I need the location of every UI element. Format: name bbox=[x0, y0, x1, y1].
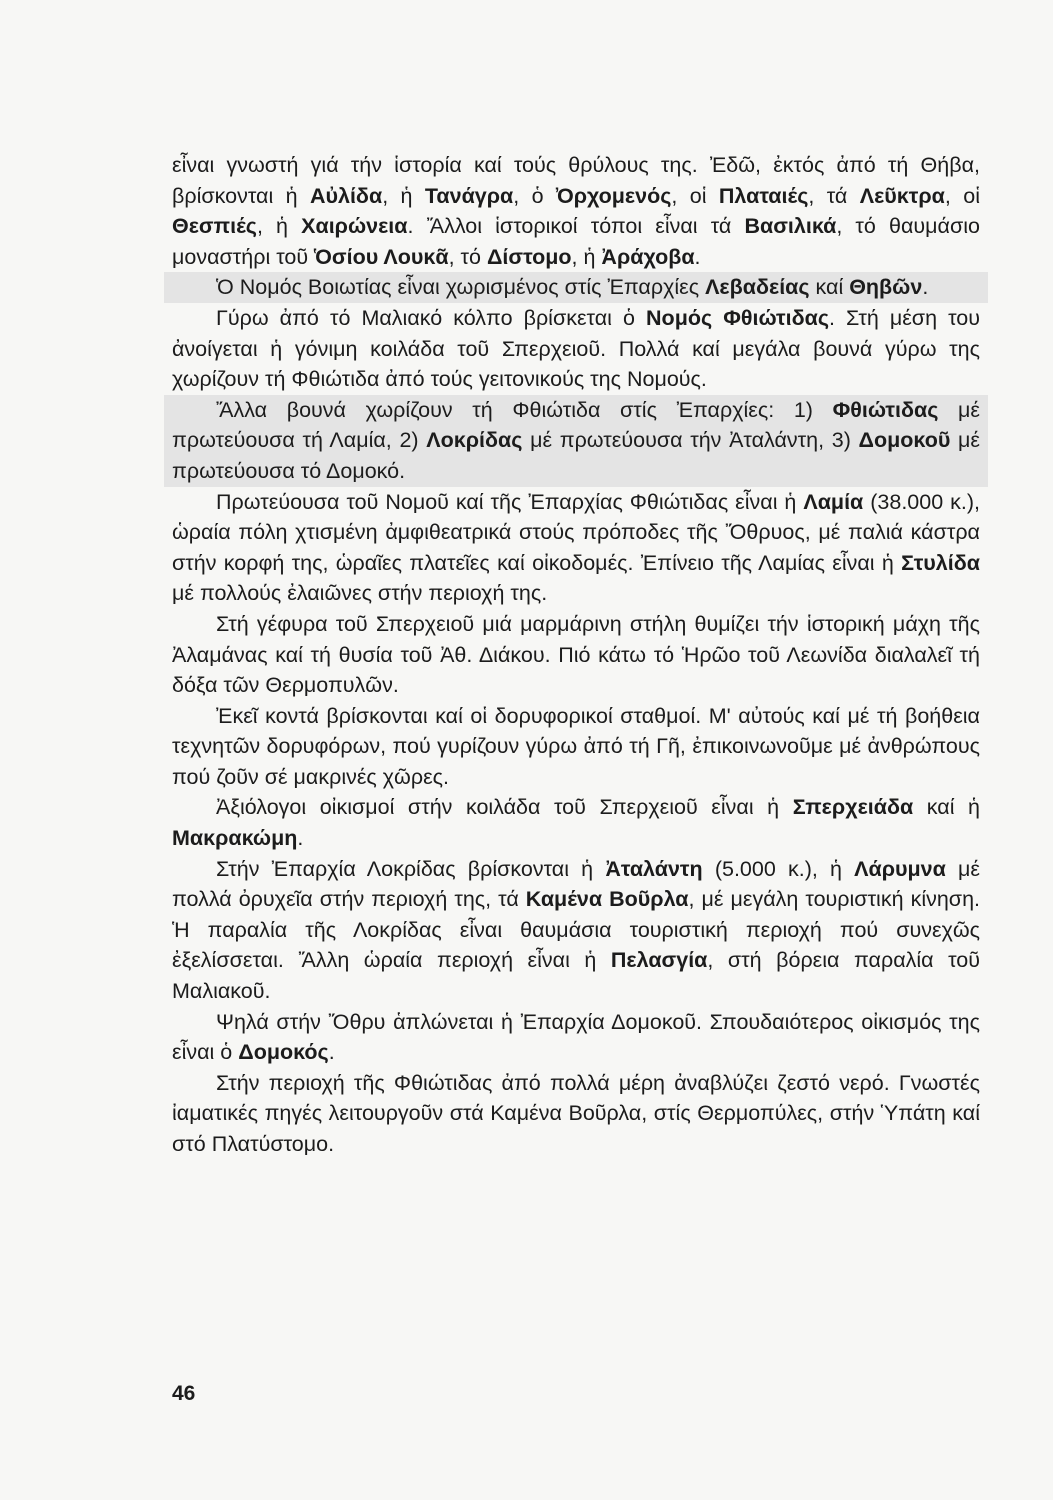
bold-term: Πλαταιές bbox=[718, 183, 809, 208]
text-run: , στή βόρεια παραλία τοῦ Μαλιακοῦ. bbox=[172, 948, 981, 1004]
bold-term: Ἀταλάντη bbox=[605, 856, 703, 881]
bold-term: Δομοκοῦ bbox=[858, 428, 951, 453]
bold-term: Ἀράχοβα bbox=[601, 244, 695, 269]
text-run: εἶναι γνωστή γιά τήν ἱστορία καί τούς θρύλους της. Ἐδῶ, ἐκτός ἀπό τή Θήβα, βρίσκονται ἡ bbox=[172, 153, 980, 208]
text-run: . bbox=[297, 826, 304, 851]
bold-term: Βασιλικά bbox=[744, 214, 837, 239]
bold-term: Τανάγρα bbox=[424, 183, 514, 208]
bold-term: Φθιώτιδας bbox=[832, 397, 939, 422]
paragraph-phthiotis-provinces bbox=[164, 395, 988, 487]
text-run: Στήν Ἐπαρχία Λοκρίδας βρίσκονται ἡ bbox=[216, 856, 606, 881]
text-run: , τό θαυμάσιο μοναστήρι τοῦ bbox=[172, 214, 980, 269]
bold-term: Δίστομο bbox=[486, 244, 572, 269]
bold-term: Λεβαδείας bbox=[705, 275, 810, 300]
text-run: μέ πρωτεύουσα τή Λαμία, 2) bbox=[172, 397, 980, 453]
bold-term: Δομοκός bbox=[238, 1040, 329, 1065]
bold-term: Χαιρώνεια bbox=[301, 214, 408, 239]
page-body bbox=[172, 150, 980, 1160]
text-run: Στή γέφυρα τοῦ Σπερχειοῦ μιά μαρμάρινη στήλη θυμίζει τήν ἱστορική μάχη τῆς Ἀλαμάνας καί τή θυσία τοῦ Ἀθ. Διάκου. Πιό κάτω τό Ἡρῶο τοῦ Λεωνίδα διαλαλεῖ τή δόξα τῶν Θερμοπυλῶν. bbox=[172, 611, 980, 698]
text-run: , οἱ bbox=[671, 183, 719, 208]
text-run: . Ἄλλοι ἱστορικοί τόποι εἶναι τά bbox=[407, 214, 745, 239]
text-run: Ἀξιόλογοι οἰκισμοί στήν κοιλάδα τοῦ Σπερχειοῦ εἶναι ἡ bbox=[216, 795, 793, 820]
text-run: Στήν περιοχή τῆς Φθιώτιδας ἀπό πολλά μέρη ἀναβλύζει ζεστό νερό. Γνωστές ἰαματικές πηγές λειτουργοῦν στά Καμένα Βοῦρλα, στίς Θερμοπύλες, στήν Ὑπάτη καί στό Πλατύστομο. bbox=[172, 1070, 980, 1156]
text-run: καί ἡ bbox=[913, 795, 980, 820]
page-number: 46 bbox=[172, 1382, 196, 1405]
text-run: Ὁ Νομός Βοιωτίας εἶναι χωρισμένος στίς Ἐπαρχίες bbox=[216, 275, 706, 300]
text-run: μέ πρωτεύουσα τήν Ἀταλάντη, 3) bbox=[522, 428, 859, 453]
text-run: . Στή μέση του ἀνοίγεται ἡ γόνιμη κοιλάδα τοῦ Σπερχειοῦ. Πολλά καί μεγάλα βουνά γύρω της χωρίζουν τή Φθιώτιδα ἀπό τούς γειτονικούς της Νομούς. bbox=[172, 305, 980, 392]
bold-term: Θηβῶν bbox=[849, 275, 923, 300]
paragraph-lokrida bbox=[172, 854, 980, 1007]
bold-term: Θεσπιές bbox=[172, 214, 257, 239]
bold-term: Σπερχειάδα bbox=[792, 795, 914, 820]
bold-term: Λάρυμνα bbox=[854, 856, 946, 881]
text-run: . bbox=[922, 275, 929, 300]
text-run: Πρωτεύουσα τοῦ Νομοῦ καί τῆς Ἐπαρχίας Φθιώτιδας εἶναι ἡ bbox=[216, 489, 804, 514]
text-run: μέ πρωτεύουσα τό Δομοκό. bbox=[172, 428, 980, 483]
text-run: . bbox=[328, 1040, 335, 1065]
text-run: . bbox=[694, 244, 701, 269]
text-run: , τό bbox=[448, 244, 487, 269]
text-run: , οἱ bbox=[944, 183, 980, 208]
text-run: Γύρω ἀπό τό Μαλιακό κόλπο βρίσκεται ὁ bbox=[216, 305, 647, 330]
text-run: , ἡ bbox=[382, 183, 425, 208]
text-run: μέ πολλούς ἐλαιῶνες στήν περιοχή της. bbox=[172, 581, 548, 606]
bold-term: Καμένα Βοῦρλα bbox=[525, 887, 689, 912]
text-run: , ἡ bbox=[571, 244, 602, 269]
bold-term: Νομός Φθιώτιδας bbox=[646, 305, 830, 330]
bold-term: Πελασγία bbox=[610, 948, 708, 973]
text-run: Ἄλλα βουνά χωρίζουν τή Φθιώτιδα στίς Ἐπαρχίες: 1) bbox=[216, 397, 833, 422]
bold-term: Λεῦκτρα bbox=[859, 183, 945, 208]
paragraph-boeotia-history bbox=[172, 150, 980, 272]
bold-term: Ὀρχομενός bbox=[555, 183, 672, 208]
paragraph-hot-springs bbox=[172, 1068, 980, 1160]
text-run: (38.000 κ.), ὡραία πόλη χτισμένη ἀμφιθεατρικά στούς πρόποδες τῆς Ὄθρυος, μέ παλιά κάστρα στήν κορφή της, ὡραῖες πλατεῖες καί οἰκοδομές. Ἐπίνειο τῆς Λαμίας εἶναι ἡ bbox=[172, 489, 980, 575]
text-run: , ἡ bbox=[256, 214, 302, 239]
paragraph-domokos bbox=[172, 1007, 980, 1068]
bold-term: Μακρακώμη bbox=[172, 826, 298, 851]
text-run: Ἐκεῖ κοντά βρίσκονται καί οἱ δορυφορικοί σταθμοί. Μ' αὐτούς καί μέ τή βοήθεια τεχνητῶν δορυφόρων, πού γυρίζουν γύρω ἀπό τή Γῆ, ἐπικοινωνοῦμε μέ ἀνθρώπους πού ζοῦν σέ μακρινές χῶρες. bbox=[172, 703, 980, 789]
text-run: , ὁ bbox=[513, 183, 556, 208]
paragraph-valley-settlements bbox=[172, 792, 980, 853]
bold-term: Ὁσίου Λουκᾶ bbox=[314, 244, 449, 269]
text-run: καί bbox=[809, 275, 850, 300]
paragraph-lamia bbox=[172, 487, 980, 609]
bold-term: Λοκρίδας bbox=[426, 428, 523, 453]
text-run: (5.000 κ.), ἡ bbox=[702, 856, 855, 881]
text-run: μέ πολλά ὀρυχεῖα στήν περιοχή της, τά bbox=[172, 856, 980, 912]
paragraph-boeotia-provinces bbox=[164, 272, 988, 303]
text-run: , τά bbox=[808, 183, 860, 208]
paragraph-phthiotis-intro bbox=[172, 303, 980, 395]
bold-term: Λαμία bbox=[803, 489, 864, 514]
bold-term: Αὐλίδα bbox=[309, 183, 383, 208]
text-run: , μέ μεγάλη τουριστική κίνηση. Ἡ παραλία τῆς Λοκρίδας εἶναι θαυμάσια τουριστική περιοχή πού συνεχῶς ἐξελίσσεται. Ἄλλη ὡραία περιοχή εἶναι ἡ bbox=[172, 887, 981, 973]
text-run: Ψηλά στήν Ὄθρυ ἁπλώνεται ἡ Ἐπαρχία Δομοκοῦ. Σπουδαιότερος οἰκισμός της εἶναι ὁ bbox=[172, 1009, 980, 1065]
paragraph-spercheios-bridge bbox=[172, 609, 980, 701]
paragraph-satellite-stations bbox=[172, 701, 980, 793]
bold-term: Στυλίδα bbox=[901, 550, 980, 575]
